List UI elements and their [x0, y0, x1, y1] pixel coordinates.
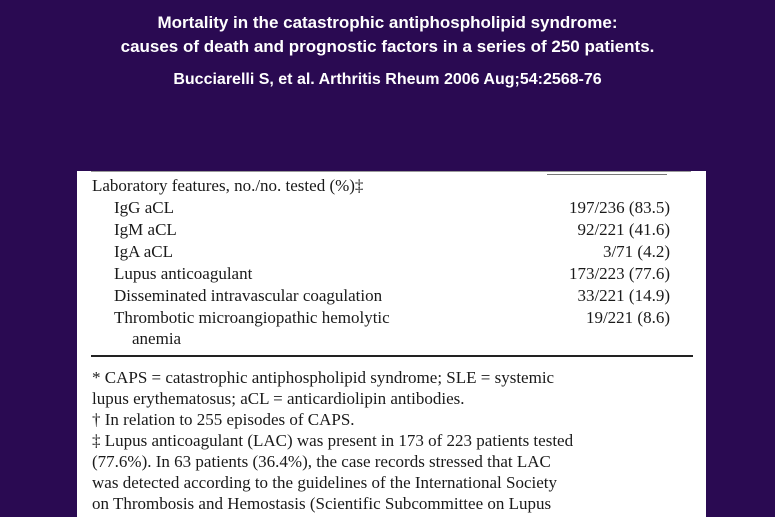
row-label: IgA aCL: [114, 242, 174, 261]
table-excerpt: [77, 171, 706, 517]
table-row: [77, 263, 706, 285]
table-bottom-rule: [91, 355, 693, 357]
table-row: [77, 241, 706, 263]
row-label: Thrombotic microangiopathic hemolytic: [114, 308, 390, 327]
slide-title-line-2: causes of death and prognostic factors in a series of 250 patients.: [120, 37, 655, 56]
row-value: 92/221 (41.6): [577, 220, 670, 239]
row-value: 33/221 (14.9): [577, 286, 670, 305]
section-row: [77, 175, 706, 197]
row-label: Lupus anticoagulant: [114, 264, 253, 283]
row-value: 19/221 (8.6): [585, 308, 670, 327]
table-row: [77, 219, 706, 241]
footnote-line: was detected according to the guidelines of the International Society: [92, 473, 557, 492]
row-value: 197/236 (83.5): [568, 198, 670, 217]
footnote-line: † In relation to 255 episodes of CAPS.: [92, 410, 355, 429]
slide-title-line-1: Mortality in the catastrophic antiphospholipid syndrome:: [157, 13, 618, 32]
row-value: 173/223 (77.6): [568, 264, 670, 283]
citation: Bucciarelli S, et al. Arthritis Rheum 2006 Aug;54:2568-76: [173, 71, 602, 88]
row-label: IgM aCL: [114, 220, 177, 239]
footnote-line: (77.6%). In 63 patients (36.4%), the case records stressed that LAC: [92, 452, 551, 471]
table-row: [77, 285, 706, 307]
row-label-continuation: anemia: [132, 329, 182, 348]
row-label: Disseminated intravascular coagulation: [114, 286, 383, 305]
footnote-line: lupus erythematosus; aCL = anticardiolipin antibodies.: [92, 389, 465, 408]
table-row-continuation: [77, 328, 706, 350]
section-label: Laboratory features, no./no. tested (%)‡: [92, 176, 364, 195]
row-label: IgG aCL: [114, 198, 174, 217]
footnote-line: on Thrombosis and Hemostasis (Scientific Subcommittee on Lupus: [92, 494, 552, 513]
footnote-line: ‡ Lupus anticoagulant (LAC) was present in 173 of 223 patients tested: [92, 431, 574, 450]
table-row: [77, 197, 706, 219]
row-value: 3/71 (4.2): [602, 242, 670, 261]
footnote-line: * CAPS = catastrophic antiphospholipid syndrome; SLE = systemic: [92, 368, 555, 387]
table-row: [77, 307, 706, 329]
